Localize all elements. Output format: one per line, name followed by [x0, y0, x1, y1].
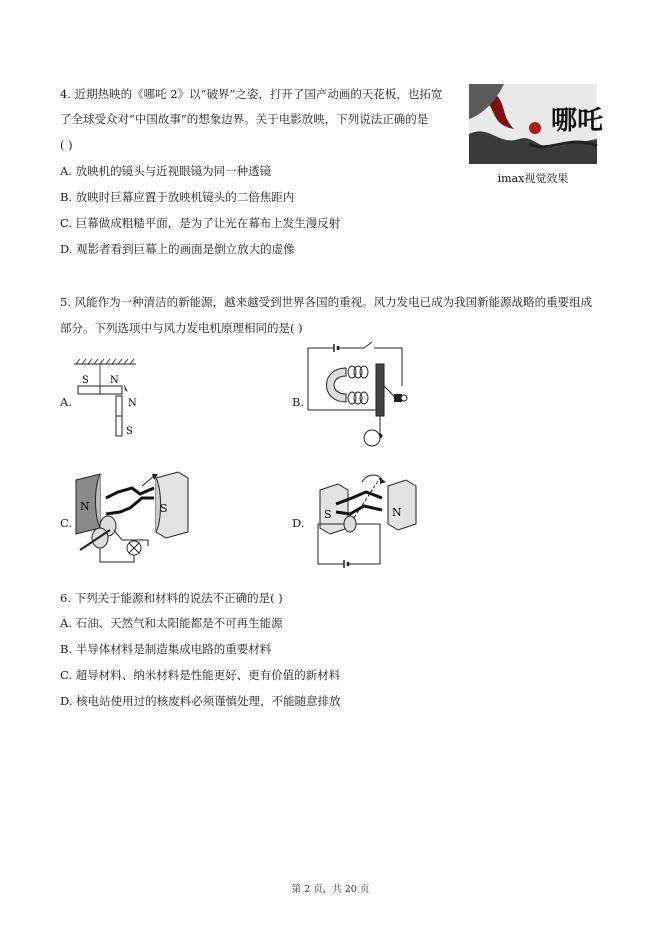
q6-stem: 6. 下列关于能源和材料的说法不正确的是( ) — [60, 591, 283, 605]
magnet-a-n2-label: N — [128, 398, 137, 409]
figure-b-electric-bell — [306, 342, 416, 452]
q4-stem-line2: 了全球受众对“中国故事”的想象边界。关于电影放映，下列说法正确的是 — [60, 112, 429, 126]
q6-option-a[interactable]: A. 石油、天然气和太阳能都是不可再生能源 — [60, 616, 283, 630]
figure-c-label[interactable]: C. — [60, 516, 73, 530]
figure-b-label[interactable]: B. — [292, 395, 305, 409]
q6-option-d[interactable]: D. 核电站使用过的核废料必须谨慎处理，不能随意排放 — [60, 694, 341, 708]
q6-option-c[interactable]: C. 超导材料、纳米材料是性能更好、更有价值的新材料 — [60, 668, 341, 682]
q4-stem-line3: ( ) — [60, 138, 73, 152]
q4-option-b[interactable]: B. 放映时巨幕应置于放映机镜头的二倍焦距内 — [60, 190, 295, 204]
q6-option-b[interactable]: B. 半导体材料是制造集成电路的重要材料 — [60, 642, 272, 656]
figure-d-motor — [308, 468, 423, 578]
movie-poster-image — [469, 84, 604, 164]
magnet-a-s-label: S — [82, 375, 89, 386]
magnet-d-n-label: N — [392, 506, 402, 519]
poster-caption: imax视觉效果 — [497, 172, 569, 185]
q4-option-c[interactable]: C. 巨幕做成粗糙平面，是为了让光在幕布上发生漫反射 — [60, 216, 341, 230]
magnet-c-s-label: S — [160, 502, 168, 515]
q5-stem-line2: 部分。下列选项中与风力发电机原理相同的是( ) — [60, 321, 303, 335]
figure-d-label[interactable]: D. — [292, 516, 305, 530]
q5-stem-line1: 5. 风能作为一种清洁的新能源，越来越受到世界各国的重视。风力发电已成为我国新能源战略的重要组成 — [60, 295, 593, 309]
magnet-a-n-label: N — [110, 375, 119, 386]
figure-a-magnets — [70, 358, 150, 438]
figure-c-generator — [70, 468, 200, 568]
figure-a-label[interactable]: A. — [60, 395, 72, 409]
magnet-c-n-label: N — [80, 500, 90, 513]
q4-option-d[interactable]: D. 观影者看到巨幕上的画面是倒立放大的虚像 — [60, 242, 295, 256]
q4-stem-line1: 4. 近期热映的《哪吒 2》以“破界”之姿，打开了国产动画的天花板，也拓宽 — [60, 87, 443, 101]
q4-option-a[interactable]: A. 放映机的镜头与近视眼镜为同一种透镜 — [60, 164, 272, 178]
page-footer: 第 2 页，共 20 页 — [291, 884, 370, 895]
poster-title-text: 哪吒 — [551, 106, 604, 136]
magnet-d-s-label: S — [324, 508, 332, 521]
magnet-a-s2-label: S — [126, 426, 133, 437]
